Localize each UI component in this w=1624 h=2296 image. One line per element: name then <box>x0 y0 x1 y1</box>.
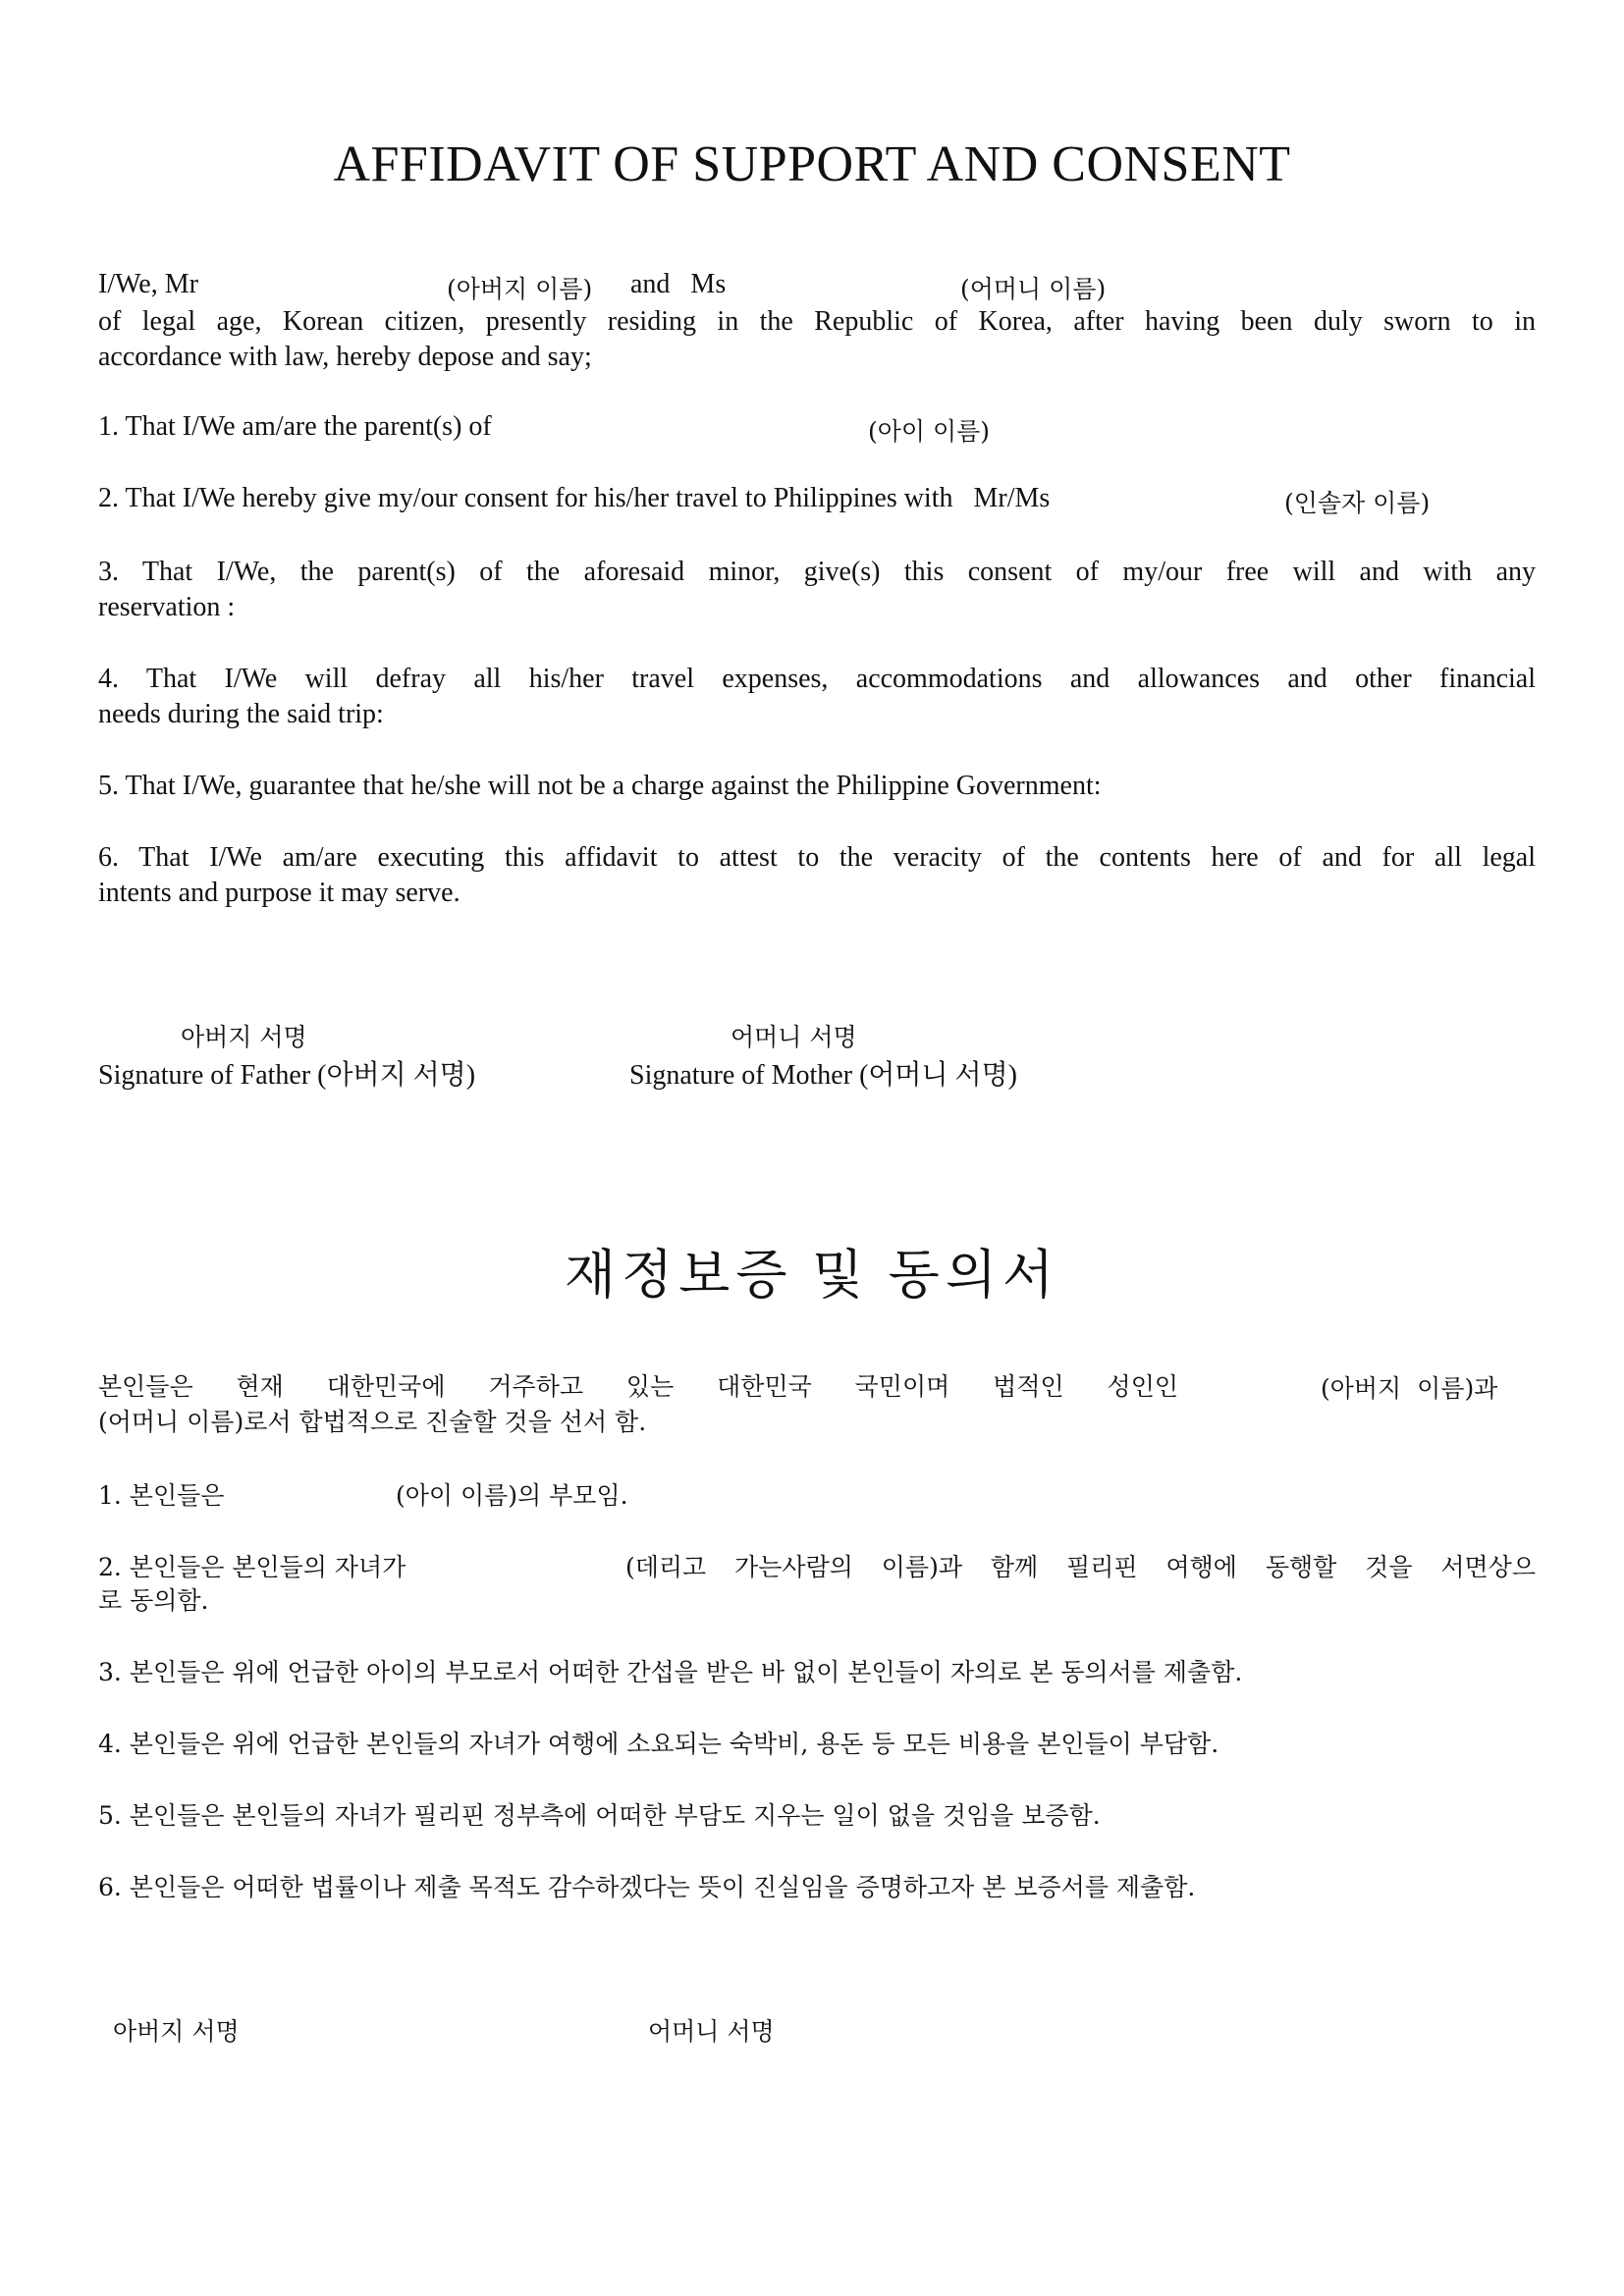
item-4-line-1: 4. That I/We will defray all his/her travel expenses, accommodations and allowances and other financial <box>98 664 1536 694</box>
korean-item-4: 4. 본인들은 위에 언급한 본인들의 자녀가 여행에 소요되는 숙박비, 용돈 등 모든 비용을 본인들이 부담함. <box>98 1730 1219 1758</box>
mother-signature-label: Signature of Mother (어머니 서명) <box>629 1060 1017 1091</box>
father-signature-ko: 아버지 서명 <box>181 1023 307 1051</box>
korean-child-name-placeholder: (아이 이름)의 부모임. <box>396 1481 628 1510</box>
korean-item-6: 6. 본인들은 어떠한 법률이나 제출 목적도 감수하겠다는 뜻이 진실임을 증명하고자 본 보증서를 제출함. <box>98 1873 1196 1901</box>
korean-item-2-text: 2. 본인들은 본인들의 자녀가 <box>98 1553 406 1581</box>
item-3-line-1: 3. That I/We, the parent(s) of the aforesaid minor, give(s) this consent of my/our free will and with any <box>98 557 1536 587</box>
guide-name-placeholder: (인솔자 이름) <box>1284 489 1431 517</box>
korean-item-2-line-2: 로 동의함. <box>98 1586 209 1615</box>
mother-name-placeholder: (어머니 이름) <box>960 275 1107 303</box>
intro-and-ms: and Ms <box>630 269 727 299</box>
item-5-text: 5. That I/We, guarantee that he/she will not be a charge against the Philippine Government: <box>98 771 1102 801</box>
korean-title: 재정보증 및 동의서 <box>564 1246 1060 1305</box>
korean-intro-line-1: 본인들은 현재 대한민국에 거주하고 있는 대한민국 국민이며 법적인 성인인 <box>98 1372 1178 1401</box>
intro-prefix-mr: I/We, Mr <box>98 269 198 299</box>
korean-father-signature: 아버지 서명 <box>113 2017 240 2046</box>
item-3-line-2: reservation : <box>98 592 236 622</box>
korean-item-5: 5. 본인들은 본인들의 자녀가 필리핀 정부측에 어떠한 부담도 지우는 일이 없을 것임을 보증함. <box>98 1801 1101 1830</box>
intro-line-3: accordance with law, hereby depose and say; <box>98 342 592 372</box>
mother-signature-ko: 어머니 서명 <box>731 1023 857 1051</box>
intro-line-2: of legal age, Korean citizen, presently residing in the Republic of Korea, after having been duly sworn to in <box>98 306 1536 337</box>
item-2-text: 2. That I/We hereby give my/our consent for his/her travel to Philippines with Mr/Ms <box>98 483 1051 513</box>
korean-guide-name-placeholder: (데리고 가는사람의 이름)과 함께 필리핀 여행에 동행할 것을 서면상으 <box>625 1553 1536 1581</box>
father-signature-label: Signature of Father (아버지 서명) <box>98 1060 476 1091</box>
father-name-placeholder: (아버지 이름) <box>447 275 593 303</box>
item-6-line-2: intents and purpose it may serve. <box>98 878 460 908</box>
korean-intro-line-2: (어머니 이름)로서 합법적으로 진술할 것을 선서 함. <box>98 1408 647 1436</box>
korean-item-3: 3. 본인들은 위에 언급한 아이의 부모로서 어떠한 간섭을 받은 바 없이 본인들이 자의로 본 동의서를 제출함. <box>98 1658 1243 1686</box>
item-6-line-1: 6. That I/We am/are executing this affidavit to attest to the veracity of the contents here of and for all legal <box>98 842 1536 873</box>
korean-mother-signature: 어머니 서명 <box>648 2017 775 2046</box>
korean-father-name-placeholder: (아버지 이름)과 <box>1321 1374 1498 1403</box>
english-title: AFFIDAVIT OF SUPPORT AND CONSENT <box>333 136 1291 192</box>
item-4-line-2: needs during the said trip: <box>98 699 384 729</box>
child-name-placeholder: (아이 이름) <box>868 417 991 446</box>
korean-item-1-text: 1. 본인들은 <box>98 1481 225 1510</box>
item-1-text: 1. That I/We am/are the parent(s) of <box>98 411 492 442</box>
